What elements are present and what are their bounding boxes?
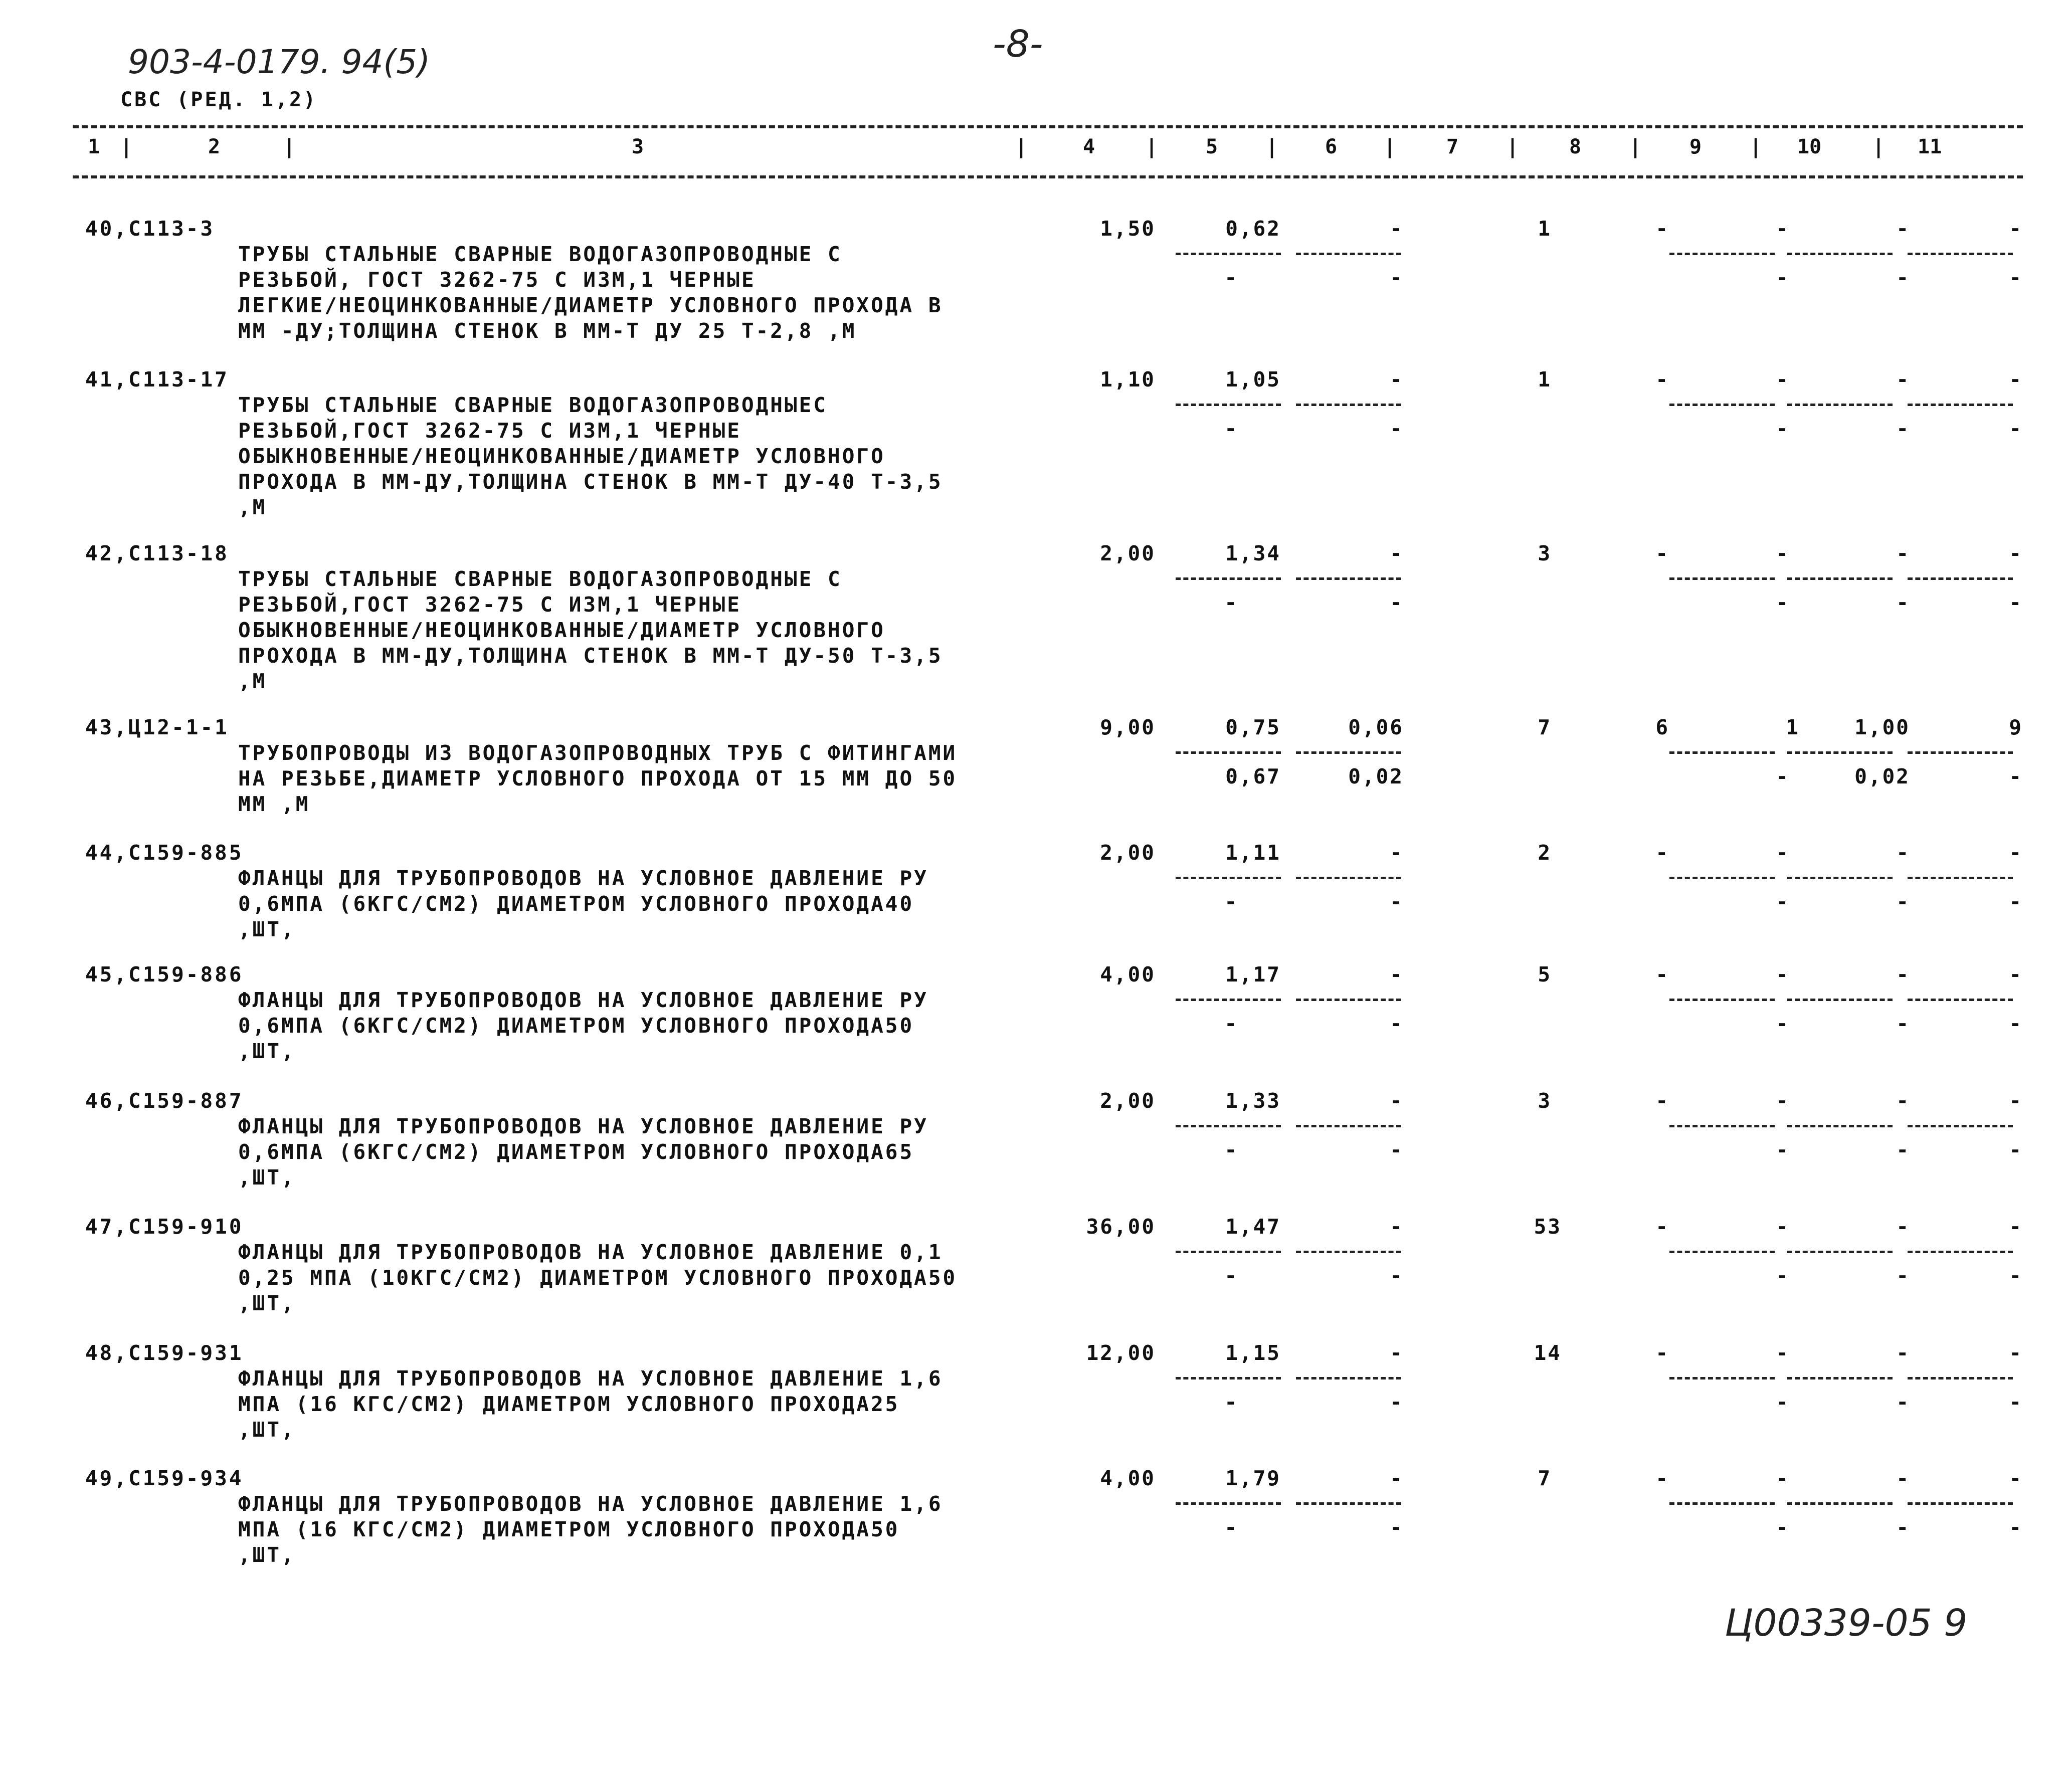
col10-value: - xyxy=(1896,217,1910,241)
col6-lower: - xyxy=(1390,890,1404,914)
col8-value: - xyxy=(1655,541,1669,565)
col11-value: - xyxy=(2009,841,2023,865)
col10-lower: - xyxy=(1896,417,1910,441)
fraction-line xyxy=(1296,253,1401,255)
col-separator: | xyxy=(1629,135,1642,158)
col11-value: 9 xyxy=(2009,715,2023,739)
col8-value: - xyxy=(1655,1341,1669,1365)
fraction-line xyxy=(1787,1125,1893,1127)
fraction-line xyxy=(1296,404,1401,406)
item-code: 45,С159-886 xyxy=(85,962,244,986)
archive-stamp: Ц00339-05 9 xyxy=(1725,1602,1968,1645)
col7-value: 3 xyxy=(1538,1089,1552,1113)
col5-lower: - xyxy=(1224,1138,1238,1162)
col11-value: - xyxy=(2009,541,2023,565)
col-num-3: 3 xyxy=(632,135,644,158)
col7-value: 5 xyxy=(1538,962,1552,986)
col5-value: 1,34 xyxy=(1225,541,1281,565)
fraction-line xyxy=(1176,1377,1281,1379)
col6-lower: - xyxy=(1390,590,1404,615)
col7-value: 3 xyxy=(1538,541,1552,565)
col10-lower: - xyxy=(1896,1138,1910,1162)
col7-value: 1 xyxy=(1538,367,1552,391)
col-separator: | xyxy=(1384,135,1396,158)
item-description: ФЛАНЦЫ ДЛЯ ТРУБОПРОВОДОВ НА УСЛОВНОЕ ДАВЛЕНИЕ РУ 0,6МПА (6КГС/СМ2) ДИАМЕТРОМ УСЛОВНОГО ПРОХОДА40 ,ШТ, xyxy=(238,866,928,941)
col6-lower: - xyxy=(1390,1012,1404,1036)
col-separator: | xyxy=(1750,135,1762,158)
fraction-line xyxy=(1787,1377,1893,1379)
fraction-line xyxy=(1787,1502,1893,1505)
col9-lower: - xyxy=(1776,1515,1790,1539)
col8-value: - xyxy=(1655,841,1669,865)
col8-value: - xyxy=(1655,367,1669,391)
col9-value: - xyxy=(1776,1215,1790,1239)
col11-lower: - xyxy=(2009,1264,2023,1288)
col5-value: 1,05 xyxy=(1225,367,1281,391)
edition-label: СВС (РЕД. 1,2) xyxy=(120,88,318,111)
col6-value: - xyxy=(1390,1089,1404,1113)
col5-lower: - xyxy=(1224,590,1238,615)
col10-value: - xyxy=(1896,962,1910,986)
fraction-line xyxy=(1669,1125,1775,1127)
item-code: 44,С159-885 xyxy=(85,841,244,865)
col6-lower: - xyxy=(1390,417,1404,441)
col9-value: - xyxy=(1776,962,1790,986)
col-num-1: 1 xyxy=(88,135,100,158)
col11-value: - xyxy=(2009,1341,2023,1365)
col5-lower: - xyxy=(1224,1515,1238,1539)
item-description: ФЛАНЦЫ ДЛЯ ТРУБОПРОВОДОВ НА УСЛОВНОЕ ДАВЛЕНИЕ РУ 0,6МПА (6КГС/СМ2) ДИАМЕТРОМ УСЛОВНОГО ПРОХОДА50 ,ШТ, xyxy=(238,988,928,1063)
col8-value: 6 xyxy=(1655,715,1669,739)
fraction-line xyxy=(1787,1251,1893,1253)
col8-value: - xyxy=(1655,1215,1669,1239)
item-code: 47,С159-910 xyxy=(85,1215,244,1239)
col5-value: 0,62 xyxy=(1225,217,1281,241)
col-num-7: 7 xyxy=(1446,135,1459,158)
col6-value: - xyxy=(1390,1341,1404,1365)
col8-value: - xyxy=(1655,1089,1669,1113)
col10-value: - xyxy=(1896,541,1910,565)
col9-lower: - xyxy=(1776,1138,1790,1162)
col6-value: - xyxy=(1390,962,1404,986)
col9-lower: - xyxy=(1776,764,1790,788)
col6-value: 0,06 xyxy=(1348,715,1404,739)
col11-lower: - xyxy=(2009,417,2023,441)
fraction-line xyxy=(1176,1125,1281,1127)
fraction-line xyxy=(1176,1251,1281,1253)
col10-value: - xyxy=(1896,1341,1910,1365)
col-num-11: 11 xyxy=(1918,135,1942,158)
fraction-line xyxy=(1296,1502,1401,1505)
item-description: ФЛАНЦЫ ДЛЯ ТРУБОПРОВОДОВ НА УСЛОВНОЕ ДАВЛЕНИЕ 1,6 МПА (16 КГС/СМ2) ДИАМЕТРОМ УСЛОВНОГО ПРОХОДА50 ,ШТ, xyxy=(238,1492,943,1567)
fraction-line xyxy=(1669,751,1775,754)
item-description: ТРУБЫ СТАЛЬНЫЕ СВАРНЫЕ ВОДОГАЗОПРОВОДНЫЕ С РЕЗЬБОЙ, ГОСТ 3262-75 С ИЗМ,1 ЧЕРНЫЕ ЛЕГКИЕ/НЕОЦИНКОВАННЫЕ/ДИАМЕТР УСЛОВНОГО ПРОХОДА В ММ -ДУ;ТОЛЩИНА СТЕНОК В ММ-Т ДУ 25 Т-2,8 ,М xyxy=(238,242,943,343)
col9-value: - xyxy=(1776,367,1790,391)
fraction-line xyxy=(1296,1251,1401,1253)
col11-lower: - xyxy=(2009,266,2023,290)
fraction-line xyxy=(1908,1377,2013,1379)
col10-lower: - xyxy=(1896,266,1910,290)
col11-lower: - xyxy=(2009,1390,2023,1414)
col10-lower: - xyxy=(1896,1264,1910,1288)
col10-lower: 0,02 xyxy=(1854,764,1910,788)
col9-lower: - xyxy=(1776,1264,1790,1288)
col9-lower: - xyxy=(1776,1390,1790,1414)
col11-value: - xyxy=(2009,962,2023,986)
col8-value: - xyxy=(1655,962,1669,986)
header-rule-top xyxy=(73,125,2023,128)
col5-lower: - xyxy=(1224,890,1238,914)
item-description: ФЛАНЦЫ ДЛЯ ТРУБОПРОВОДОВ НА УСЛОВНОЕ ДАВЛЕНИЕ 1,6 МПА (16 КГС/СМ2) ДИАМЕТРОМ УСЛОВНОГО ПРОХОДА25 ,ШТ, xyxy=(238,1366,943,1442)
col5-value: 1,33 xyxy=(1225,1089,1281,1113)
col5-lower: - xyxy=(1224,266,1238,290)
fraction-line xyxy=(1296,877,1401,879)
col10-lower: - xyxy=(1896,890,1910,914)
fraction-line xyxy=(1787,877,1893,879)
col-separator: | xyxy=(1266,135,1278,158)
col6-value: - xyxy=(1390,217,1404,241)
col9-lower: - xyxy=(1776,266,1790,290)
col10-lower: - xyxy=(1896,1012,1910,1036)
fraction-line xyxy=(1176,1502,1281,1505)
col5-lower: 0,67 xyxy=(1225,764,1281,788)
col5-value: 1,11 xyxy=(1225,841,1281,865)
col10-value: - xyxy=(1896,1466,1910,1490)
col8-value: - xyxy=(1655,217,1669,241)
col4-value: 36,00 xyxy=(1086,1215,1156,1239)
fraction-line xyxy=(1669,1251,1775,1253)
fraction-line xyxy=(1908,1125,2013,1127)
fraction-line xyxy=(1296,1125,1401,1127)
col-num-4: 4 xyxy=(1083,135,1095,158)
col11-lower: - xyxy=(2009,764,2023,788)
fraction-line xyxy=(1669,1502,1775,1505)
item-description: ФЛАНЦЫ ДЛЯ ТРУБОПРОВОДОВ НА УСЛОВНОЕ ДАВЛЕНИЕ 0,1 0,25 МПА (10КГС/СМ2) ДИАМЕТРОМ УСЛОВНОГО ПРОХОДА50 ,ШТ, xyxy=(238,1240,958,1315)
col5-value: 1,79 xyxy=(1225,1466,1281,1490)
col5-lower: - xyxy=(1224,1390,1238,1414)
item-code: 43,Ц12-1-1 xyxy=(85,715,229,739)
col-separator: | xyxy=(120,135,133,158)
col9-value: - xyxy=(1776,1341,1790,1365)
col4-value: 2,00 xyxy=(1100,841,1156,865)
col-num-5: 5 xyxy=(1206,135,1218,158)
fraction-line xyxy=(1908,877,2013,879)
col10-lower: - xyxy=(1896,590,1910,615)
fraction-line xyxy=(1669,253,1775,255)
col11-lower: - xyxy=(2009,590,2023,615)
col11-lower: - xyxy=(2009,1138,2023,1162)
col9-value: - xyxy=(1776,1466,1790,1490)
fraction-line xyxy=(1669,1377,1775,1379)
item-code: 48,С159-931 xyxy=(85,1341,244,1365)
fraction-line xyxy=(1787,577,1893,580)
item-code: 49,С159-934 xyxy=(85,1466,244,1490)
item-code: 46,С159-887 xyxy=(85,1089,244,1113)
col10-value: - xyxy=(1896,1215,1910,1239)
col10-value: - xyxy=(1896,1089,1910,1113)
fraction-line xyxy=(1787,999,1893,1001)
col4-value: 2,00 xyxy=(1100,1089,1156,1113)
col-separator: | xyxy=(283,135,296,158)
fraction-line xyxy=(1908,404,2013,406)
col-num-9: 9 xyxy=(1689,135,1702,158)
fraction-line xyxy=(1176,577,1281,580)
col11-value: - xyxy=(2009,1215,2023,1239)
col6-lower: - xyxy=(1390,1515,1404,1539)
col6-lower: - xyxy=(1390,266,1404,290)
fraction-line xyxy=(1787,404,1893,406)
item-description: ТРУБЫ СТАЛЬНЫЕ СВАРНЫЕ ВОДОГАЗОПРОВОДНЫЕС РЕЗЬБОЙ,ГОСТ 3262-75 С ИЗМ,1 ЧЕРНЫЕ ОБЫКНОВЕННЫЕ/НЕОЦИНКОВАННЫЕ/ДИАМЕТР УСЛОВНОГО ПРОХОДА В ММ-ДУ,ТОЛЩИНА СТЕНОК В ММ-Т ДУ-40 Т-3,5 ,М xyxy=(238,393,943,519)
col11-lower: - xyxy=(2009,890,2023,914)
fraction-line xyxy=(1176,877,1281,879)
fraction-line xyxy=(1176,751,1281,754)
item-code: 40,С113-3 xyxy=(85,217,215,241)
fraction-line xyxy=(1176,999,1281,1001)
col11-value: - xyxy=(2009,217,2023,241)
col10-lower: - xyxy=(1896,1390,1910,1414)
col11-value: - xyxy=(2009,367,2023,391)
col7-value: 53 xyxy=(1534,1215,1562,1239)
fraction-line xyxy=(1176,253,1281,255)
col11-value: - xyxy=(2009,1466,2023,1490)
col6-value: - xyxy=(1390,1466,1404,1490)
col-num-6: 6 xyxy=(1325,135,1338,158)
fraction-line xyxy=(1908,577,2013,580)
fraction-line xyxy=(1669,999,1775,1001)
col7-value: 7 xyxy=(1538,715,1552,739)
col-num-8: 8 xyxy=(1569,135,1582,158)
col8-value: - xyxy=(1655,1466,1669,1490)
item-description: ТРУБОПРОВОДЫ ИЗ ВОДОГАЗОПРОВОДНЫХ ТРУБ С ФИТИНГАМИ НА РЕЗЬБЕ,ДИАМЕТР УСЛОВНОГО ПРОХОДА ОТ 15 ММ ДО 50 ММ ,М xyxy=(238,741,958,816)
item-code: 42,С113-18 xyxy=(85,541,229,565)
page-number: -8- xyxy=(993,23,1043,66)
col-separator: | xyxy=(1015,135,1028,158)
col7-value: 2 xyxy=(1538,841,1552,865)
col5-lower: - xyxy=(1224,1012,1238,1036)
fraction-line xyxy=(1787,253,1893,255)
col10-value: 1,00 xyxy=(1854,715,1910,739)
col6-value: - xyxy=(1390,841,1404,865)
col11-lower: - xyxy=(2009,1515,2023,1539)
col5-value: 1,47 xyxy=(1225,1215,1281,1239)
col5-value: 1,17 xyxy=(1225,962,1281,986)
fraction-line xyxy=(1669,404,1775,406)
col6-lower: - xyxy=(1390,1390,1404,1414)
col4-value: 1,10 xyxy=(1100,367,1156,391)
fraction-line xyxy=(1908,999,2013,1001)
fraction-line xyxy=(1669,877,1775,879)
col5-lower: - xyxy=(1224,417,1238,441)
fraction-line xyxy=(1296,577,1401,580)
fraction-line xyxy=(1176,404,1281,406)
col9-value: - xyxy=(1776,217,1790,241)
col10-value: - xyxy=(1896,367,1910,391)
col4-value: 4,00 xyxy=(1100,1466,1156,1490)
item-description: ТРУБЫ СТАЛЬНЫЕ СВАРНЫЕ ВОДОГАЗОПРОВОДНЫЕ С РЕЗЬБОЙ,ГОСТ 3262-75 С ИЗМ,1 ЧЕРНЫЕ ОБЫКНОВЕННЫЕ/НЕОЦИНКОВАННЫЕ/ДИАМЕТР УСЛОВНОГО ПРОХОДА В ММ-ДУ,ТОЛЩИНА СТЕНОК В ММ-Т ДУ-50 Т-3,5 ,М xyxy=(238,567,943,693)
col9-lower: - xyxy=(1776,890,1790,914)
col5-value: 1,15 xyxy=(1225,1341,1281,1365)
fraction-line xyxy=(1296,751,1401,754)
col4-value: 9,00 xyxy=(1100,715,1156,739)
col-separator: | xyxy=(1506,135,1519,158)
fraction-line xyxy=(1787,751,1893,754)
col6-value: - xyxy=(1390,541,1404,565)
col5-lower: - xyxy=(1224,1264,1238,1288)
col9-value: - xyxy=(1776,841,1790,865)
col6-value: - xyxy=(1390,1215,1404,1239)
col4-value: 1,50 xyxy=(1100,217,1156,241)
col5-value: 0,75 xyxy=(1225,715,1281,739)
col9-lower: - xyxy=(1776,590,1790,615)
fraction-line xyxy=(1296,1377,1401,1379)
col4-value: 2,00 xyxy=(1100,541,1156,565)
fraction-line xyxy=(1669,577,1775,580)
col9-value: 1 xyxy=(1786,715,1800,739)
header-rule-bottom xyxy=(73,175,2023,178)
col7-value: 14 xyxy=(1534,1341,1562,1365)
col7-value: 1 xyxy=(1538,217,1552,241)
column-number-row xyxy=(73,135,2023,170)
col4-value: 4,00 xyxy=(1100,962,1156,986)
col-num-10: 10 xyxy=(1797,135,1822,158)
col11-lower: - xyxy=(2009,1012,2023,1036)
col9-lower: - xyxy=(1776,1012,1790,1036)
col6-lower: - xyxy=(1390,1264,1404,1288)
fraction-line xyxy=(1908,253,2013,255)
fraction-line xyxy=(1908,751,2013,754)
col-separator: | xyxy=(1146,135,1158,158)
col-num-2: 2 xyxy=(208,135,221,158)
item-code: 41,С113-17 xyxy=(85,367,229,391)
col10-value: - xyxy=(1896,841,1910,865)
item-description: ФЛАНЦЫ ДЛЯ ТРУБОПРОВОДОВ НА УСЛОВНОЕ ДАВЛЕНИЕ РУ 0,6МПА (6КГС/СМ2) ДИАМЕТРОМ УСЛОВНОГО ПРОХОДА65 ,ШТ, xyxy=(238,1114,928,1190)
col10-lower: - xyxy=(1896,1515,1910,1539)
col6-lower: 0,02 xyxy=(1348,764,1404,788)
col9-value: - xyxy=(1776,541,1790,565)
col-separator: | xyxy=(1872,135,1885,158)
document-code: 903-4-0179. 94(5) xyxy=(128,43,430,81)
col7-value: 7 xyxy=(1538,1466,1552,1490)
col4-value: 12,00 xyxy=(1086,1341,1156,1365)
col6-lower: - xyxy=(1390,1138,1404,1162)
col11-value: - xyxy=(2009,1089,2023,1113)
fraction-line xyxy=(1908,1251,2013,1253)
col9-lower: - xyxy=(1776,417,1790,441)
col6-value: - xyxy=(1390,367,1404,391)
fraction-line xyxy=(1908,1502,2013,1505)
fraction-line xyxy=(1296,999,1401,1001)
col9-value: - xyxy=(1776,1089,1790,1113)
